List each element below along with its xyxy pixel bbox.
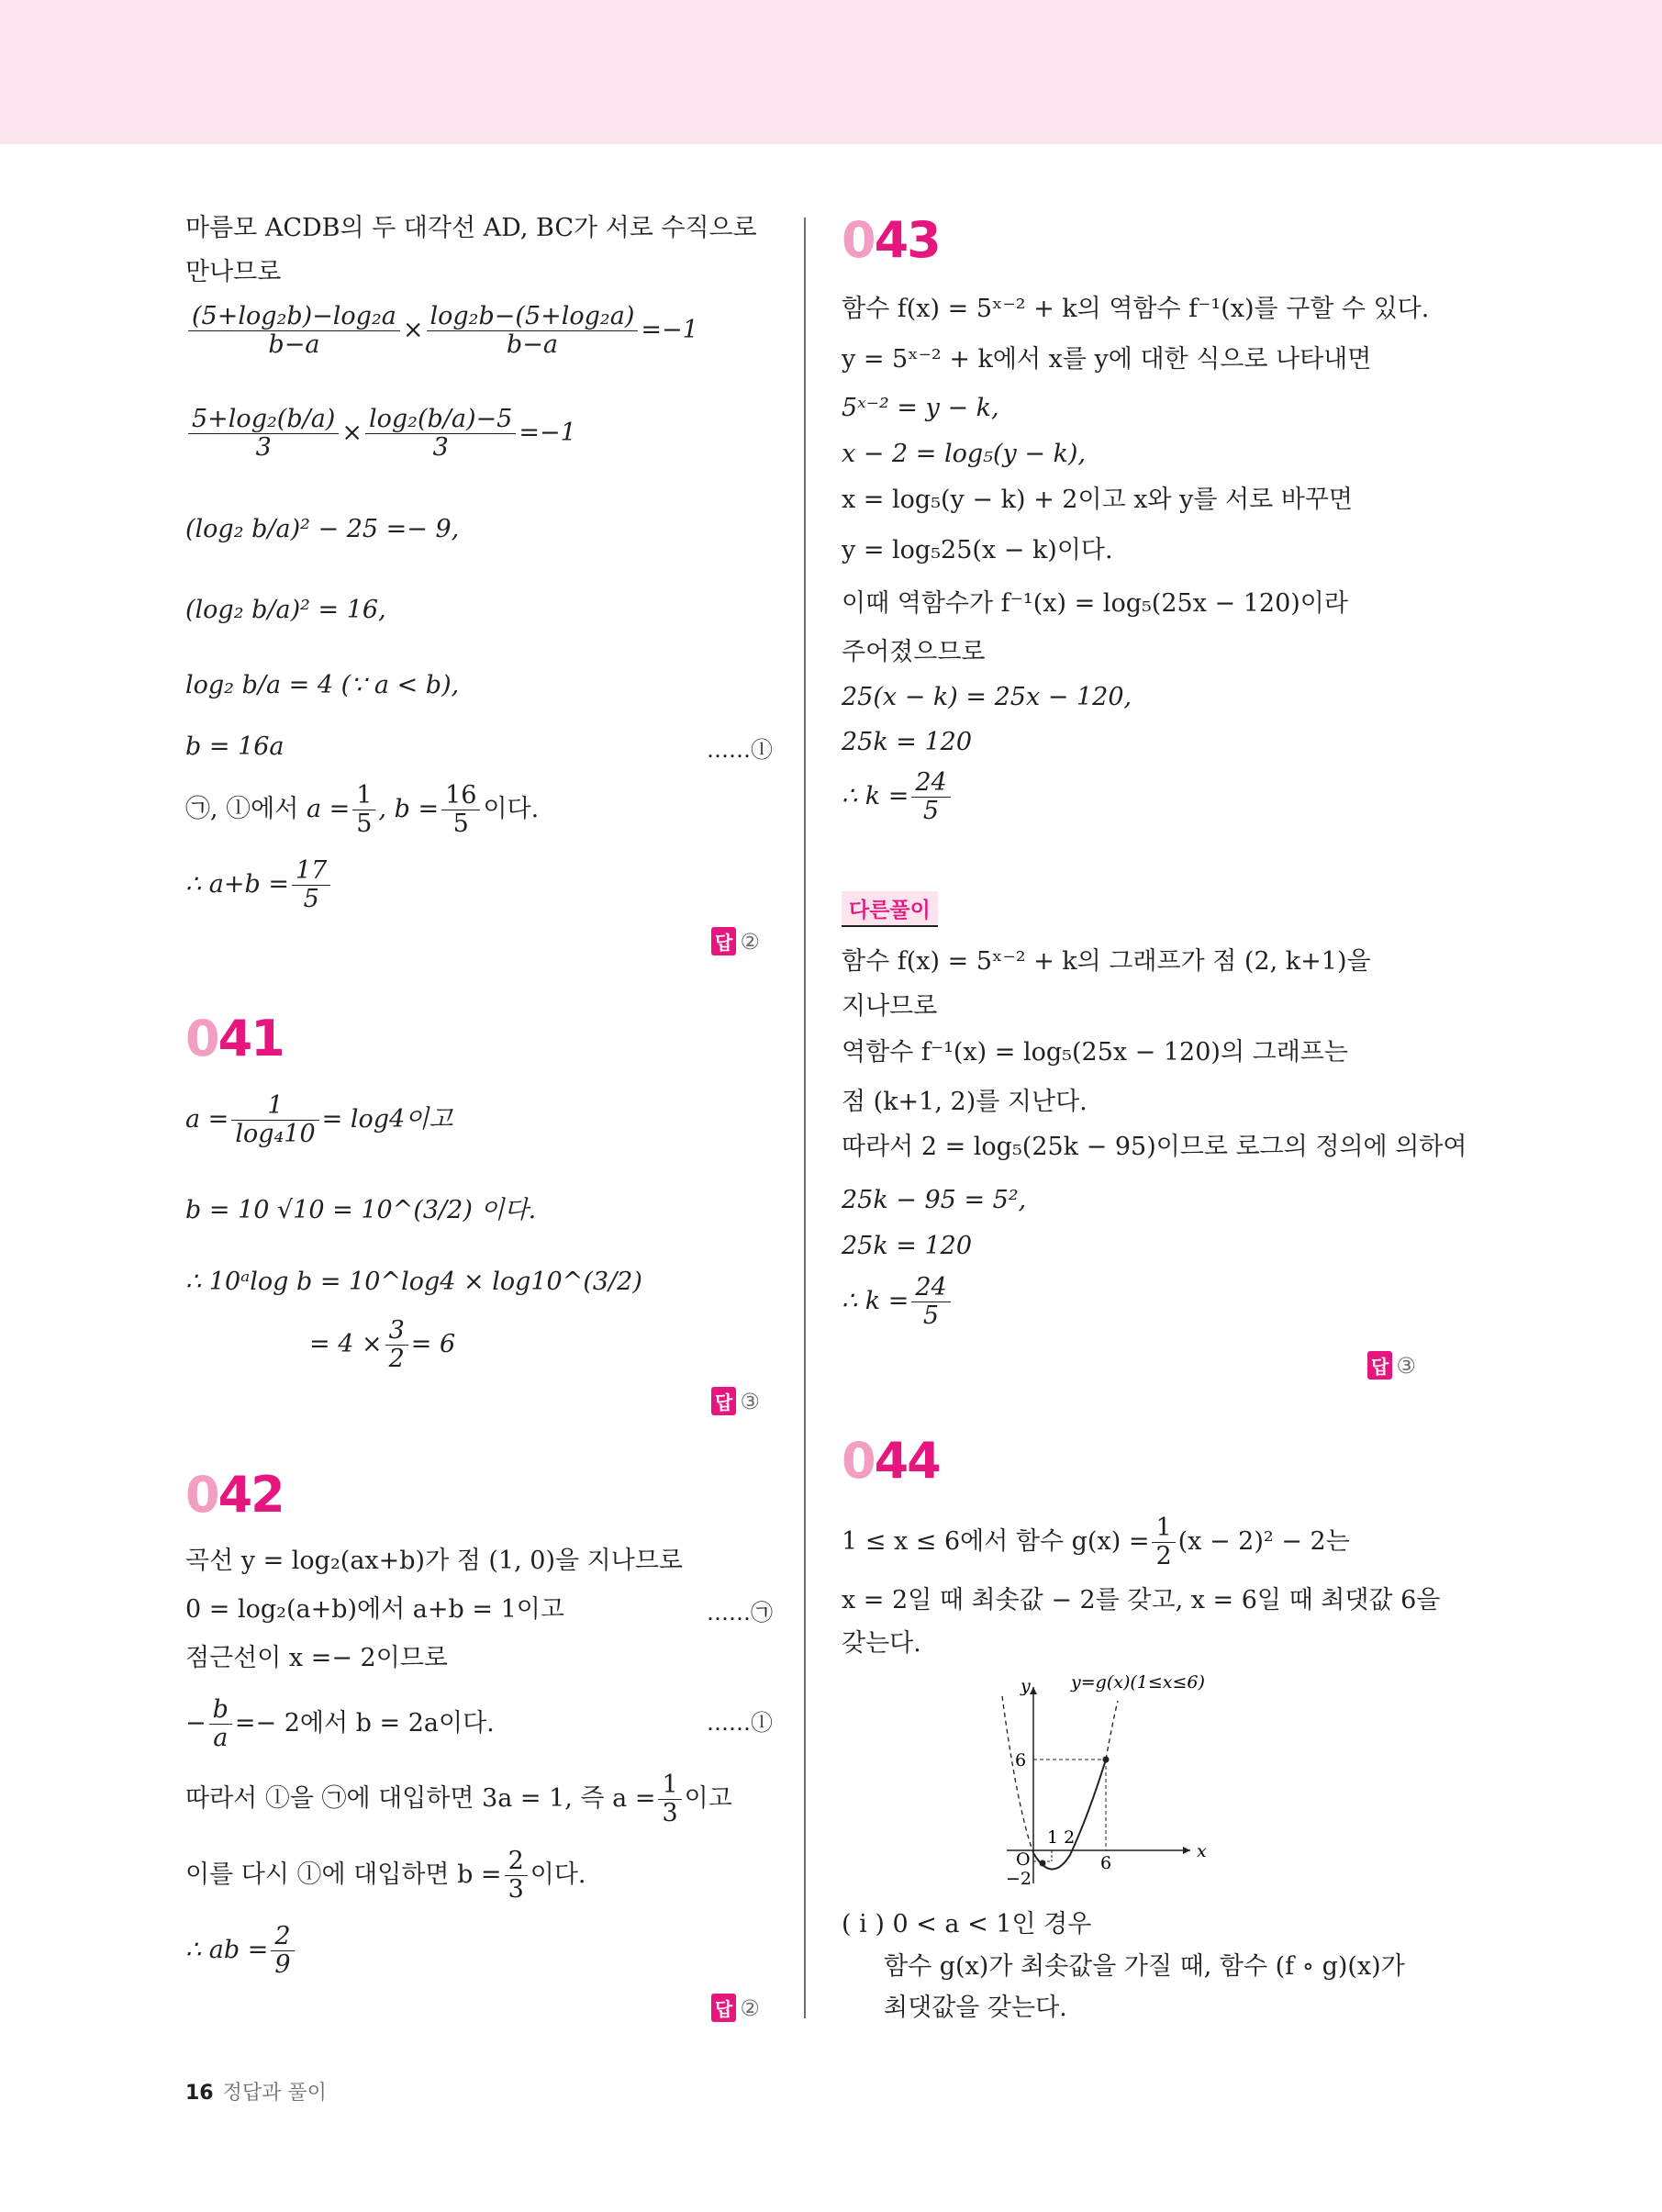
numerator: 2 (274, 1922, 291, 1950)
p043-line-10: 25k = 120 (842, 728, 973, 756)
text: ∴ k = (842, 1287, 909, 1315)
answer-badge: 답 (1367, 1351, 1392, 1380)
text: = 4 × (309, 1330, 383, 1358)
fraction (352, 782, 375, 838)
fraction (441, 782, 480, 838)
alt-line-4: 점 (k+1, 2)를 지난다. (842, 1088, 1088, 1116)
fraction (505, 1848, 528, 1904)
footer-title: 정답과 풀이 (222, 2082, 327, 2105)
number-prefix: 0 (185, 1466, 218, 1524)
denominator: 5 (911, 797, 950, 825)
numerator: 24 (915, 1273, 947, 1302)
alt-line-1: 함수 f(x) = 5ˣ⁻² + k의 그래프가 점 (2, k+1)을 (842, 947, 1371, 976)
number-rest: 41 (218, 1010, 284, 1067)
text: a = (306, 795, 351, 823)
equation-6: b = 16a (185, 732, 284, 761)
text: ㉠, ⓛ에서 (185, 795, 299, 823)
page-footer (185, 2077, 327, 2106)
fraction (427, 303, 639, 359)
page-number: 16 (185, 2082, 214, 2105)
alt-line-3: 역함수 f⁻¹(x) = log₅(25x − 120)의 그래프는 (842, 1038, 1348, 1067)
text: 따라서 ⓛ을 ㉠에 대입하면 3a = 1, 즉 a = (185, 1784, 656, 1813)
denominator: b−a (427, 330, 639, 359)
text: ∴ ab = (185, 1936, 269, 1964)
origin-label: O (1016, 1849, 1031, 1870)
p043-line-4: x − 2 = log₅(y − k), (842, 440, 1087, 468)
numerator: 1 (662, 1771, 678, 1799)
p042-line-4 (185, 1696, 495, 1752)
denominator: 5 (441, 810, 480, 838)
denominator: a (209, 1724, 232, 1752)
y-tick-6: 6 (1015, 1750, 1027, 1771)
text: , b = (378, 795, 440, 823)
alt-line-5: 따라서 2 = log₅(25k − 95)이므로 로그의 정의에 의하여 (842, 1133, 1467, 1161)
problem-number-041 (185, 1010, 284, 1067)
answer-041 (711, 1387, 760, 1415)
number-prefix: 0 (185, 1010, 218, 1067)
alt-line-8 (842, 1274, 954, 1330)
p043-line-7: 이때 역함수가 f⁻¹(x) = log₅(25x − 120)이라 (842, 589, 1348, 618)
text: a = (185, 1105, 229, 1134)
text: = log4이고 (321, 1105, 453, 1134)
solid-curve (1033, 1760, 1106, 1870)
equation-5: log₂ b/a = 4 (∵ a < b), (185, 671, 460, 699)
p041-line-1 (185, 1092, 452, 1148)
answer-value: ② (740, 1995, 760, 2021)
fraction (292, 857, 330, 913)
numerator: 1 (1155, 1514, 1172, 1542)
parabola-graph (993, 1669, 1213, 1904)
fraction (658, 1771, 681, 1827)
equation-4: (log₂ b/a)² = 16, (185, 596, 386, 624)
text: 1 ≤ x ≤ 6에서 함수 g(x) = (842, 1527, 1150, 1556)
p041-line-2: b = 10 √10 = 10^(3/2) 이다. (185, 1196, 537, 1224)
equation-2: $\frac{\text{5+log₂(b/a)}}{3}$ × $\frac{\text{log₂(b/a)−5}}{3}$ =−1 (185, 406, 576, 462)
intro-line-1: 마름모 ACDB의 두 대각선 AD, BC가 서로 수직으로 (185, 214, 757, 242)
equation-3: (log₂ b/a)² − 25 =− 9, (185, 515, 460, 543)
p041-line-3: ∴ 10ᵃlog b = 10^log4 × log10^(3/2) (185, 1268, 642, 1296)
equation-8 (185, 857, 333, 913)
answer-042 (711, 1994, 760, 2022)
number-prefix: 0 (842, 211, 875, 269)
y-axis-arrow (1030, 1687, 1037, 1694)
x-axis-label: x (1197, 1841, 1207, 1861)
equation-mark: ……㉠ (707, 1600, 773, 1625)
numerator: (5+log₂b)−log₂a (192, 302, 396, 330)
p042-line-6 (185, 1848, 586, 1904)
endpoint-dot (1103, 1757, 1110, 1763)
p043-line-8: 주어졌으므로 (842, 638, 986, 666)
answer-040 (711, 927, 760, 955)
alt-line-7: 25k = 120 (842, 1232, 973, 1260)
fraction (231, 1092, 318, 1148)
p043-line-11 (842, 769, 954, 825)
denominator: 5 (352, 810, 375, 838)
denominator: b−a (188, 330, 400, 359)
number-rest: 43 (874, 211, 940, 269)
equation-7 (185, 782, 539, 838)
x-ticks-1-2: 1 2 (1047, 1827, 1076, 1848)
x-tick-6: 6 (1100, 1853, 1112, 1873)
case1-title: ( i ) 0 < a < 1인 경우 (842, 1910, 1092, 1938)
number-prefix: 0 (842, 1432, 875, 1490)
y-axis-label: y (1021, 1676, 1031, 1696)
fraction (911, 1274, 950, 1330)
alt-line-6: 25k − 95 = 5², (842, 1186, 1027, 1214)
p042-line-7 (185, 1923, 297, 1979)
y-tick-neg2: −2 (1006, 1869, 1032, 1889)
alternative-solution-tag: 다른풀이 (842, 891, 938, 927)
p042-line-2: 0 = log₂(a+b)에서 a+b = 1이고 (185, 1595, 564, 1624)
rhs: =−1 (519, 419, 576, 447)
denominator: 2 (1152, 1542, 1175, 1570)
answer-value: ③ (1396, 1353, 1416, 1379)
equation-mark: ……ⓛ (707, 1710, 773, 1736)
graph-caption: y=g(x)(1≤x≤6) (1071, 1672, 1205, 1693)
text: ∴ k = (842, 782, 909, 810)
denominator: 5 (911, 1302, 950, 1330)
p044-line-1 (842, 1514, 1350, 1570)
denominator: 9 (271, 1950, 294, 1979)
text: =− 2에서 b = 2a이다. (234, 1709, 495, 1737)
fraction (209, 1696, 232, 1752)
numerator: 24 (915, 768, 947, 797)
denominator: 3 (365, 433, 516, 462)
text: = 6 (410, 1330, 456, 1358)
fraction (188, 303, 400, 359)
answer-badge: 답 (711, 927, 736, 955)
endpoint-dot (1040, 1860, 1046, 1867)
p044-line-3: 갖는다. (842, 1629, 921, 1658)
p044-line-2: x = 2일 때 최솟값 − 2를 갖고, x = 6일 때 최댓값 6을 (842, 1586, 1441, 1614)
p043-line-5: x = log₅(y − k) + 2이고 x와 y를 서로 바꾸면 (842, 486, 1353, 514)
case1-line-2: 최댓값을 갖는다. (884, 1994, 1067, 2022)
case1-line-1: 함수 g(x)가 최솟값을 가질 때, 함수 (f ∘ g)(x)가 (884, 1952, 1405, 1981)
answer-043 (1367, 1351, 1416, 1380)
text: 이다. (483, 795, 540, 823)
text: 이고 (684, 1784, 732, 1813)
answer-value: ③ (740, 1389, 760, 1414)
numerator: 1 (356, 781, 373, 810)
denominator: 3 (658, 1799, 681, 1827)
denominator: 5 (292, 885, 330, 913)
p042-line-5 (185, 1771, 732, 1827)
problem-number-042 (185, 1466, 284, 1524)
number-rest: 44 (874, 1432, 940, 1490)
alt-line-2: 지나므로 (842, 992, 938, 1021)
p041-line-4 (309, 1317, 455, 1373)
text: − (185, 1709, 206, 1737)
numerator: 2 (508, 1847, 524, 1875)
numerator: 3 (388, 1316, 405, 1345)
text: 이를 다시 ⓛ에 대입하면 b = (185, 1860, 502, 1889)
p042-line-1: 곡선 y = log₂(ax+b)가 점 (1, 0)을 지나므로 (185, 1547, 683, 1575)
fraction (911, 769, 950, 825)
top-band (0, 0, 1662, 144)
denominator: 3 (505, 1875, 528, 1904)
p043-line-6: y = log₅25(x − k)이다. (842, 536, 1113, 564)
answer-badge: 답 (711, 1387, 736, 1415)
numerator: 17 (295, 856, 328, 885)
answer-value: ② (740, 929, 760, 955)
p043-line-9: 25(x − k) = 25x − 120, (842, 683, 1132, 711)
equation-mark: ……ⓛ (707, 737, 773, 763)
dashed-curve (1106, 1701, 1118, 1760)
numerator: 16 (445, 781, 477, 810)
p043-line-3: 5ˣ⁻² = y − k, (842, 394, 999, 422)
denominator: 3 (188, 433, 339, 462)
text: (x − 2)² − 2는 (1177, 1527, 1350, 1556)
problem-number-044 (842, 1432, 940, 1490)
denominator: 2 (385, 1345, 408, 1373)
problem-number-043 (842, 211, 940, 269)
p043-line-1: 함수 f(x) = 5ˣ⁻² + k의 역함수 f⁻¹(x)를 구할 수 있다. (842, 295, 1430, 323)
p043-line-2: y = 5ˣ⁻² + k에서 x를 y에 대한 식으로 나타내면 (842, 345, 1372, 374)
numerator: 1 (267, 1091, 284, 1120)
x-axis-arrow (1183, 1847, 1190, 1854)
number-rest: 42 (218, 1466, 284, 1524)
equation-1: $\frac{\text{(5+log₂b)−log₂a}}{b-a}$ × $\frac{\text{log₂b−(5+log₂a)}}{b-a}$ =−1 (185, 303, 698, 359)
denominator: log₄10 (231, 1120, 318, 1148)
fraction (365, 406, 516, 462)
intro-line-2: 만나므로 (185, 258, 282, 286)
column-divider (804, 218, 806, 2018)
text: 이다. (530, 1860, 586, 1889)
text: ∴ a+b = (185, 870, 289, 899)
numerator: log₂b−(5+log₂a) (429, 302, 635, 330)
numerator: 5+log₂(b/a) (192, 405, 336, 433)
dashed-curve (1002, 1696, 1033, 1853)
numerator: b (212, 1695, 229, 1724)
fraction (1152, 1514, 1175, 1570)
fraction (271, 1923, 294, 1979)
numerator: log₂(b/a)−5 (368, 405, 513, 433)
fraction (385, 1317, 408, 1373)
rhs: =−1 (641, 316, 698, 344)
answer-badge: 답 (711, 1994, 736, 2022)
fraction (188, 406, 339, 462)
p042-line-3: 점근선이 x =− 2이므로 (185, 1644, 448, 1672)
